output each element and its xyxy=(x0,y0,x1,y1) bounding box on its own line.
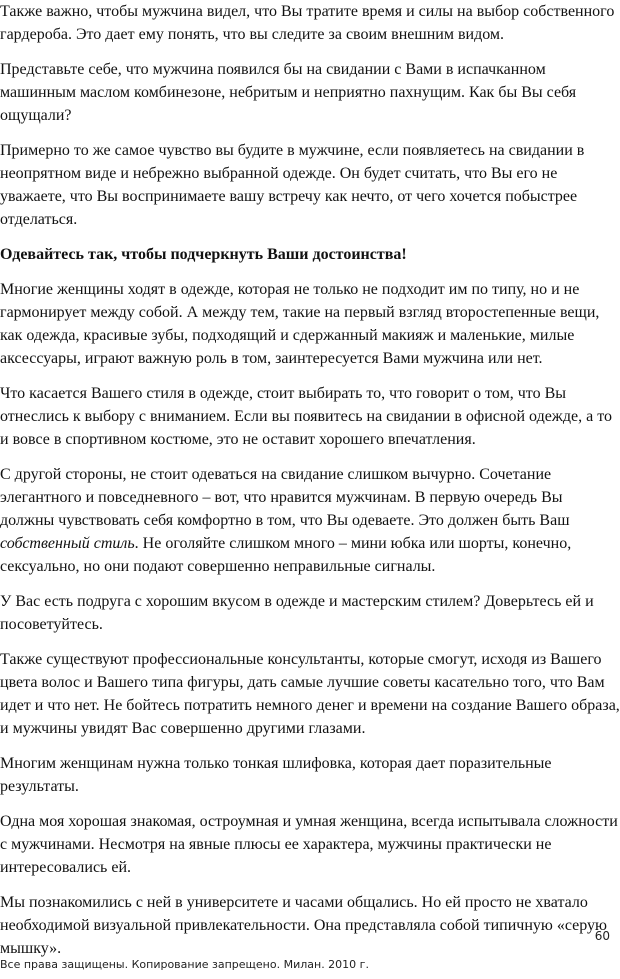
paragraph: Одна моя хорошая знакомая, остроумная и умная женщина, всегда испытывала сложности с мужчинами. Несмотря на явные плюсы ее характера, мужчины практически не интересовались ей. xyxy=(0,813,618,876)
paragraph: Также существуют профессиональные консультанты, которые смогут, исходя из Вашего цвета волос и Вашего типа фигуры, дать самые лучшие советы касательно того, что Вам идет и что нет. Не бойтесь потратить немного денег и времени на создание Вашего образа, и мужчины увидят Вас совершенно другими глазами. xyxy=(0,651,620,737)
paragraph-text: . Не оголяйте слишком много – мини юбка или шорты, конечно, сексуально, но они подают совершенно неправильные сигналы. xyxy=(0,535,572,575)
paragraph-text: С другой стороны, не стоит одеваться на свидание слишком вычурно. Сочетание элегантного и повседневного – вот, что нравится мужчинам. В первую очередь Вы должны чувствовать себя комфортно в том, что Вы одеваете. Это должен быть Ваш xyxy=(0,466,570,529)
paragraph: Представьте себе, что мужчина появился бы на свидании с Вами в испачканном машинным маслом комбинезоне, небритым и неприятно пахнущим. Как бы Вы себя ощущали? xyxy=(0,61,577,124)
paragraph: Что касается Вашего стиля в одежде, стоит выбирать то, что говорит о том, что Вы отнеслись к выбору с вниманием. Если вы появитесь на свидании в офисной одежде, а то и вовсе в спортивном костюме, это не оставит хорошего впечатления. xyxy=(0,385,612,448)
section-heading: Одевайтесь так, чтобы подчеркнуть Ваши достоинства! xyxy=(0,246,407,263)
paragraph: Многим женщинам нужна только тонкая шлифовка, которая дает поразительные результаты. xyxy=(0,755,552,795)
paragraph: Также важно, чтобы мужчина видел, что Вы тратите время и силы на выбор собственного гардероба. Это дает ему понять, что вы следите за своим внешним видом. xyxy=(0,3,615,43)
paragraph: Мы познакомились с ней в университете и часами общались. Но ей просто не хватало необходимой визуальной привлекательности. Она представляла собой типичную «серую мышку». xyxy=(0,894,607,957)
emphasis-text: собственный стиль xyxy=(0,535,135,552)
page-number: 60 xyxy=(594,929,610,943)
paragraph: У Вас есть подруга с хорошим вкусом в одежде и мастерским стилем? Доверьтесь ей и посоветуйтесь. xyxy=(0,593,594,633)
paragraph: Примерно то же самое чувство вы будите в мужчине, если появляетесь на свидании в неопрятном виде и небрежно выбранной одежде. Он будет считать, что Вы его не уважаете, что Вы воспринимаете вашу встречу как нечто, от чего хочется побыстрее отделаться. xyxy=(0,142,585,228)
paragraph-style xyxy=(0,463,620,578)
paragraph: Многие женщины ходят в одежде, которая не только не подходит им по типу, но и не гармонирует между собой. А между тем, такие на первый взгляд второстепенные вещи, как одежда, красивые зубы, подходящий и сдержанный макияж и маленькие, милые аксессуары, играют важную роль в том, заинтересуется Вами мужчина или нет. xyxy=(0,281,600,367)
footer-copyright: Все права защищены. Копирование запрещено. Милан. 2010 г. xyxy=(0,958,369,971)
